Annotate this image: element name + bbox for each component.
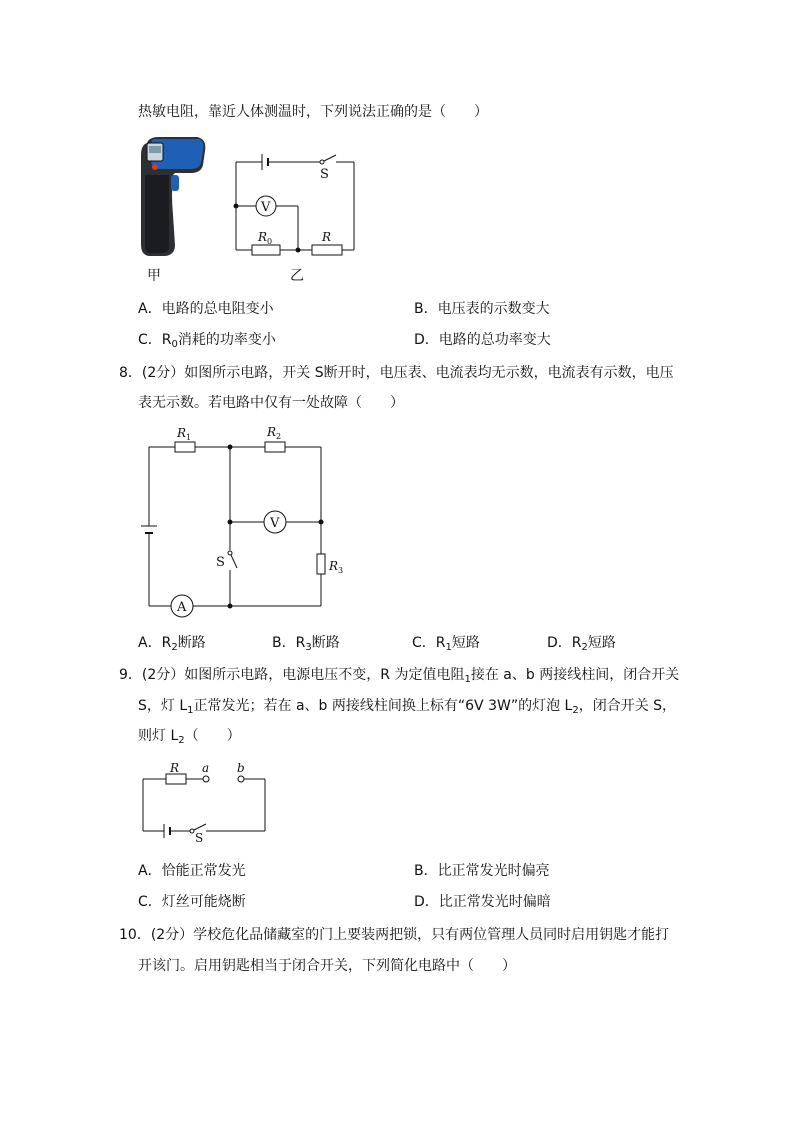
q8-voltmeter-label: V bbox=[270, 516, 280, 531]
q9-line1-post: 接在 a、b 两接线柱间，闭合开关 bbox=[470, 667, 680, 683]
q9-stem-line1 bbox=[119, 665, 679, 690]
r3-resistor bbox=[317, 554, 325, 574]
terminal-b bbox=[238, 776, 244, 782]
q10-stem-line1: 10．(2分）学校危化品储藏室的门上要装两把锁，只有两位管理人员同时启用钥匙才能打 bbox=[119, 927, 670, 943]
q8-option-c-pre: C．R bbox=[412, 635, 446, 651]
q7-stem: 热敏电阻，靠近人体测温时，下列说法正确的是（ ） bbox=[138, 104, 488, 120]
q8-option-a-post: 断路 bbox=[177, 635, 206, 651]
q9-r-resistor bbox=[166, 774, 186, 784]
r1-resistor bbox=[175, 442, 195, 452]
q8-option-a-pre: A．R bbox=[138, 635, 172, 651]
q8-option-b[interactable] bbox=[272, 633, 340, 658]
q9-option-b[interactable]: B．比正常发光时偏亮 bbox=[414, 863, 550, 879]
r2-resistor bbox=[265, 442, 285, 452]
q8-stem-line1: 8．(2分）如图所示电路，开关 S断开时，电压表、电流表均无示数，电流表有示数，电压 bbox=[119, 365, 674, 381]
q9-line2-pre: S，灯 L bbox=[138, 698, 188, 714]
switch-label: S bbox=[320, 167, 329, 182]
r-resistor bbox=[312, 245, 342, 255]
terminal-a bbox=[203, 776, 209, 782]
q9-switch-label: S bbox=[195, 831, 204, 845]
q7-option-b[interactable]: B．电压表的示数变大 bbox=[414, 301, 550, 317]
q9-line2-sub2: 2 bbox=[572, 705, 579, 716]
q7-circuit bbox=[232, 150, 362, 275]
r-label: R bbox=[322, 230, 332, 244]
ammeter-label: A bbox=[177, 600, 187, 615]
q9-stem-line2 bbox=[138, 696, 676, 721]
q7-option-c-pre: C．R bbox=[138, 332, 172, 348]
q8-option-b-sub: 3 bbox=[305, 642, 312, 653]
q9-line2-sub: 1 bbox=[187, 705, 194, 716]
q7-option-c-post: 消耗的功率变小 bbox=[177, 332, 276, 348]
q9-option-d[interactable]: D．比正常发光时偏暗 bbox=[414, 894, 551, 910]
switch-blade bbox=[324, 155, 336, 161]
terminal-a-label: a bbox=[202, 761, 210, 775]
q9-circuit bbox=[140, 761, 270, 845]
q10-stem-line2: 开该门。启用钥匙相当于闭合开关，下列简化电路中（ ） bbox=[138, 958, 516, 974]
r1-label: R bbox=[177, 426, 187, 440]
q8-option-d-sub: 2 bbox=[581, 642, 588, 653]
q8-option-b-post: 断路 bbox=[311, 635, 340, 651]
q9-line1-sub: 1 bbox=[464, 674, 471, 685]
figure-label-jia: 甲 bbox=[147, 268, 161, 284]
r0-subscript: 0 bbox=[267, 237, 273, 246]
q9-switch-blade bbox=[194, 824, 206, 830]
r2-label: R bbox=[267, 425, 277, 439]
q8-option-d-pre: D．R bbox=[547, 635, 582, 651]
figure-label-yi: 乙 bbox=[290, 268, 304, 284]
q7-option-d[interactable]: D．电路的总功率变大 bbox=[414, 332, 551, 348]
q8-option-a-sub: 2 bbox=[171, 642, 178, 653]
q8-switch-blade bbox=[231, 555, 237, 568]
voltmeter-label: V bbox=[261, 200, 271, 215]
q9-option-c[interactable]: C．灯丝可能烧断 bbox=[138, 894, 246, 910]
thermometer-gun-image bbox=[135, 135, 215, 260]
q9-stem-line3 bbox=[138, 726, 241, 751]
q9-line2-end: ，闭合开关 S， bbox=[578, 698, 677, 714]
q8-option-b-pre: B．R bbox=[272, 635, 306, 651]
q9-line3-pre: 则灯 L bbox=[138, 728, 179, 744]
q7-option-a[interactable]: A．电路的总电阻变小 bbox=[138, 301, 274, 317]
q8-option-d-post: 短路 bbox=[587, 635, 616, 651]
q9-option-a[interactable]: A．恰能正常发光 bbox=[138, 863, 246, 879]
r0-label: R bbox=[258, 230, 268, 244]
r3-subscript: 3 bbox=[338, 566, 344, 575]
q7-option-c-sub: 0 bbox=[171, 339, 178, 350]
q8-option-c[interactable] bbox=[412, 633, 480, 658]
q9-line3-post: （ ） bbox=[184, 728, 241, 744]
q9-line2-post: 正常发光；若在 a、b 两接线柱间换上标有“6V 3W”的灯泡 L bbox=[193, 698, 573, 714]
q7-option-c[interactable] bbox=[138, 330, 276, 355]
q9-line3-sub: 2 bbox=[178, 735, 185, 746]
r0-resistor bbox=[252, 245, 280, 255]
q9-r-label: R bbox=[170, 761, 180, 775]
q8-circuit bbox=[145, 422, 355, 617]
r3-label: R bbox=[329, 559, 339, 573]
q8-stem-line2: 表无示数。若电路中仅有一处故障（ ） bbox=[138, 395, 404, 411]
q8-switch-label: S bbox=[216, 555, 225, 570]
q8-option-a[interactable] bbox=[138, 633, 206, 658]
terminal-b-label: b bbox=[237, 761, 245, 775]
q8-option-c-post: 短路 bbox=[451, 635, 480, 651]
r2-subscript: 2 bbox=[276, 432, 282, 441]
q8-option-c-sub: 1 bbox=[445, 642, 452, 653]
q8-option-d[interactable] bbox=[547, 633, 616, 658]
q9-line1-pre: 9．(2分）如图所示电路，电源电压不变，R 为定值电阻 bbox=[119, 667, 465, 683]
r1-subscript: 1 bbox=[186, 433, 192, 442]
